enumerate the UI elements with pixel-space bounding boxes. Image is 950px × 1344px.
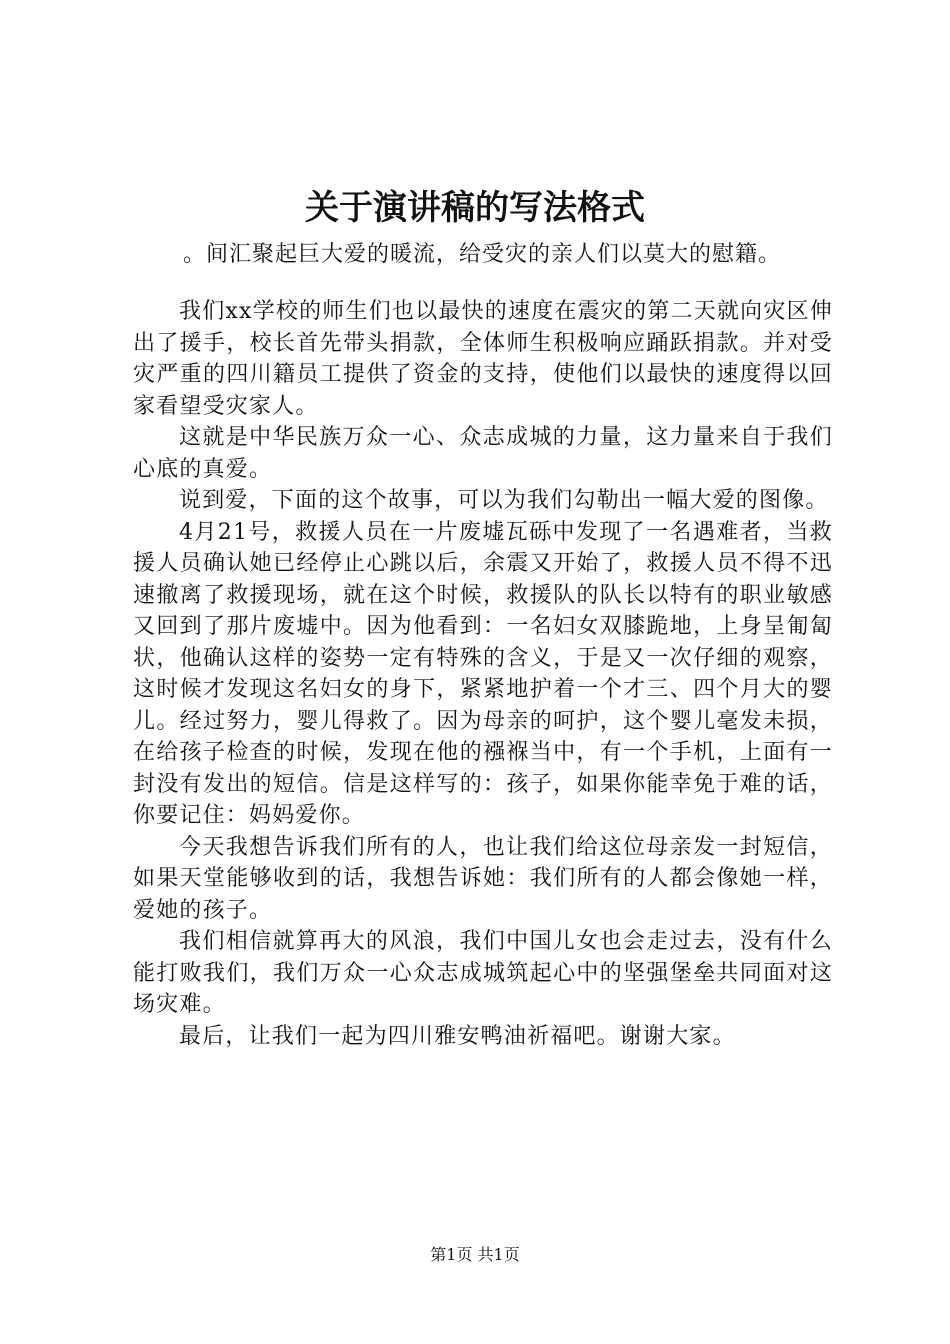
page-footer: 第1页 共1页	[430, 1245, 520, 1264]
paragraph: 我们xx学校的师生们也以最快的速度在震灾的第二天就向灾区伸出了援手，校长首先带头捐款，全体师生积极响应踊跃捐款。并对受灾严重的四川籍员工提供了资金的支持，使他们以最快的速度得以回家看望受灾家人。	[133, 299, 833, 419]
paragraph: 我们相信就算再大的风浪，我们中国儿女也会走过去，没有什么能打败我们，我们万众一心众志成城筑起心中的坚强堡垒共同面对这场灾难。	[133, 929, 833, 1017]
paragraph: 这就是中华民族万众一心、众志成城的力量，这力量来自于我们心底的真爱。	[133, 425, 833, 482]
document-title: 关于演讲稿的写法格式	[305, 188, 645, 228]
paragraph: 4月21号，救援人员在一片废墟瓦砾中发现了一名遇难者，当救援人员确认她已经停止心跳以后，余震又开始了，救援人员不得不迅速撤离了救援现场，就在这个时候，救援队的队长以特有的职业敏感又回到了那片废墟中。因为他看到：一名妇女双膝跪地，上身呈匍匐状，他确认这样的姿势一定有特殊的含义，于是又一次仔细的观察，这时候才发现这名妇女的身下，紧紧地护着一个才三、四个月大的婴儿。经过努力，婴儿得救了。因为母亲的呵护，这个婴儿毫发未损，在给孩子检查的时候，发现在他的襁褓当中，有一个手机，上面有一封没有发出的短信。信是这样写的：孩子，如果你能幸免于难的话，你要记住：妈妈爱你。	[133, 519, 833, 828]
paragraph: 最后，让我们一起为四川雅安鸭油祈福吧。谢谢大家。	[179, 1023, 736, 1049]
document-body	[133, 296, 833, 1052]
intro-line: 。间汇聚起巨大爱的暖流，给受灾的亲人们以莫大的慰籍。	[183, 242, 782, 267]
paragraph: 今天我想告诉我们所有的人，也让我们给这位母亲发一封短信，如果天堂能够收到的话，我想告诉她：我们所有的人都会像她一样，爱她的孩子。	[133, 834, 833, 923]
paragraph: 说到爱，下面的这个故事，可以为我们勾勒出一幅大爱的图像。	[179, 488, 829, 513]
